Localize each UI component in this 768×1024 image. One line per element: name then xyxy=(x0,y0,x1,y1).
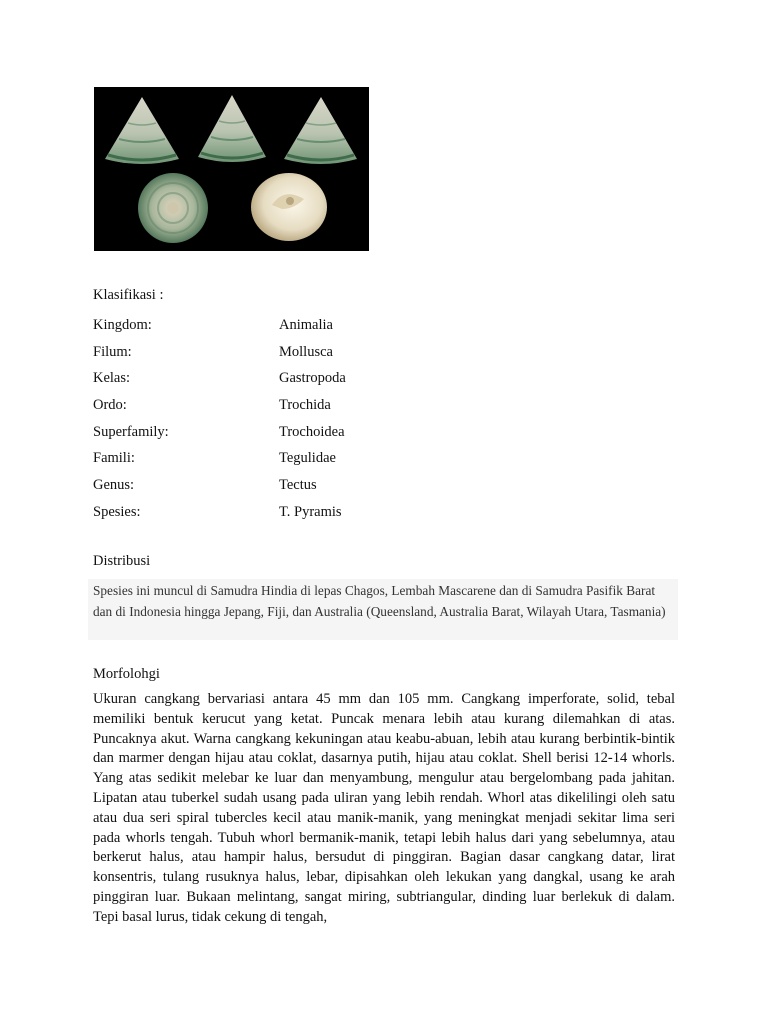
shell-base-view xyxy=(138,173,208,243)
tax-key: Genus: xyxy=(93,476,135,493)
tax-key: Spesies: xyxy=(93,503,141,520)
tax-row xyxy=(93,392,493,419)
tax-row xyxy=(93,312,493,339)
tax-row xyxy=(93,365,493,392)
tax-key: Kingdom: xyxy=(93,316,152,333)
tax-value: Gastropoda xyxy=(279,370,346,387)
shell-photo xyxy=(94,87,369,251)
shell-cone-1 xyxy=(105,97,179,164)
tax-row xyxy=(93,472,493,499)
classification-heading: Klasifikasi : xyxy=(93,287,164,303)
shell-illustration xyxy=(94,87,369,251)
tax-value: Mollusca xyxy=(279,343,333,360)
distribution-heading: Distribusi xyxy=(93,553,151,569)
tax-row xyxy=(93,419,493,446)
tax-value: Trochoidea xyxy=(279,423,345,440)
tax-value: Tectus xyxy=(279,476,317,493)
shell-cone-3 xyxy=(284,97,357,164)
tax-value: Tegulidae xyxy=(279,450,336,467)
classification-table xyxy=(93,312,493,526)
tax-value: Animalia xyxy=(279,316,333,333)
morphology-text: Ukuran cangkang bervariasi antara 45 mm dan 105 mm. Cangkang imperforate, solid, tebal memiliki bentuk kerucut yang ketat. Puncak menara lebih atau kurang dilemahkan di atas. Puncaknya akut. Warna cangkang kekuningan atau keabu-abuan, lebih atau kurang berbintik-bintik dan marmer dengan hijau atau coklat, dasarnya putih, hijau atau coklat. Shell berisi 12-14 whorls. Yang atas sedikit melebar ke luar dan menyambung, mengulur atau bergelombang pada jahitan. Lipatan atau tuberkel sudah usang pada uliran yang lebih rendah. Whorl atas dikelilingi oleh satu atau dua seri spiral tubercles kecil atau manik-manik, yang meningkat menjadi sekitar lima seri pada whorls tengah. Tubuh whorl bermanik-manik, tetapi lebih halus dari yang sebelumnya, atau berkerut halus, atau hampir halus, bersudut di pinggiran. Bagian dasar cangkang datar, lirat konsentris, tulang rusuknya halus, lebar, dipisahkan oleh lekukan yang dangkal, usang ke arah pinggiran luar. Bukaan melintang, sangat miring, subtriangular, dinding luar berlekuk di dalam. Tepi basal lurus, tidak cekung di tengah, xyxy=(93,691,675,925)
tax-key: Superfamily: xyxy=(93,423,169,440)
tax-row xyxy=(93,499,493,526)
shell-cone-2 xyxy=(198,95,266,162)
tax-value: Trochida xyxy=(279,396,331,413)
tax-value: T. Pyramis xyxy=(279,503,342,520)
tax-key: Filum: xyxy=(93,343,132,360)
shell-aperture-view xyxy=(251,173,327,241)
tax-row xyxy=(93,339,493,366)
tax-row xyxy=(93,445,493,472)
distribution-text: Spesies ini muncul di Samudra Hindia di lepas Chagos, Lembah Mascarene dan di Samudra Pasifik Barat dan di Indonesia hingga Jepang, Fiji, dan Australia (Queensland, Australia Barat, Wilayah Utara, Tasmania) xyxy=(88,579,678,640)
tax-key: Ordo: xyxy=(93,396,127,413)
tax-key: Kelas: xyxy=(93,370,131,387)
morphology-heading: Morfolohgi xyxy=(93,666,160,682)
tax-key: Famili: xyxy=(93,450,135,467)
